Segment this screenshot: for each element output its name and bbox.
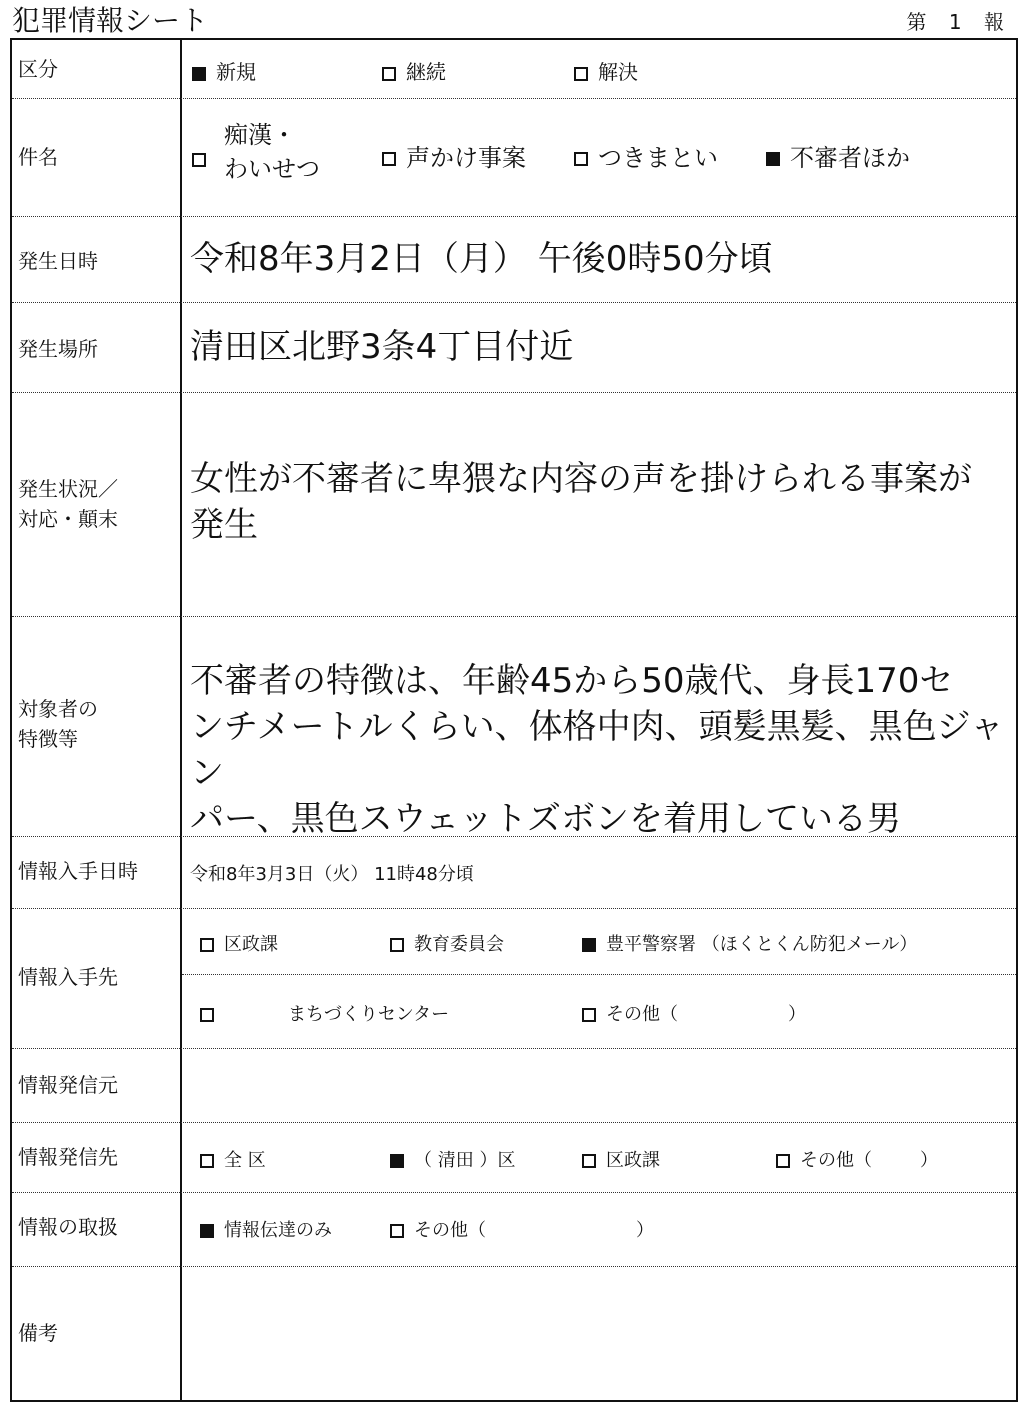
option-handling-other[interactable]: その他（ ）: [390, 1216, 654, 1242]
row-datetime: [12, 216, 1016, 303]
row-remarks: [12, 1266, 1016, 1400]
report-number: 第 1 報: [906, 10, 1012, 34]
option-all-wards[interactable]: 全 区: [200, 1146, 266, 1172]
handling-label: 情報の取扱: [18, 1215, 118, 1239]
unchecked-box-icon: [382, 67, 396, 81]
datetime-value: 令和8年3月2日（月） 午後0時50分頃: [190, 239, 773, 279]
crime-info-table: [10, 38, 1018, 1402]
unchecked-box-icon: [574, 67, 588, 81]
option-kiyota-ward[interactable]: （ 清田 ）区: [390, 1146, 515, 1172]
unchecked-box-icon: [200, 938, 214, 952]
molestation-text: 痴漢・ わいせつ: [224, 121, 320, 183]
row-destination: [12, 1122, 1016, 1193]
checked-box-icon: [390, 1154, 404, 1168]
category-label: 区分: [18, 57, 58, 81]
checked-box-icon: [192, 67, 206, 81]
row-handling: [12, 1192, 1016, 1267]
option-dest-other[interactable]: その他（ ）: [776, 1146, 938, 1172]
row-sender: [12, 1048, 1016, 1123]
option-continue[interactable]: 継続: [382, 56, 446, 85]
unchecked-box-icon: [192, 153, 206, 167]
option-stalking[interactable]: つきまとい: [574, 138, 718, 173]
destination-label: 情報発信先: [18, 1145, 118, 1169]
option-education-board[interactable]: 教育委員会: [390, 930, 504, 956]
subject-label: 件名: [18, 145, 58, 169]
situation-label: 発生状況／ 対応・顛末: [18, 477, 118, 531]
unchecked-box-icon: [582, 1154, 596, 1168]
option-molestation[interactable]: [192, 146, 216, 170]
checked-box-icon: [582, 938, 596, 952]
received-at-label: 情報入手日時: [18, 859, 138, 883]
row-target: [12, 616, 1016, 837]
row-category: [12, 40, 1016, 99]
row-situation: [12, 392, 1016, 617]
unchecked-box-icon: [390, 938, 404, 952]
unchecked-box-icon: [582, 1008, 596, 1022]
row-source: [12, 908, 1016, 1049]
option-ward-admin[interactable]: 区政課: [200, 930, 278, 956]
option-dest-ward-admin[interactable]: 区政課: [582, 1146, 660, 1172]
checked-box-icon: [200, 1224, 214, 1238]
option-new[interactable]: 新規: [192, 56, 256, 85]
source-divider: [182, 974, 1016, 975]
sheet-title: 犯罪情報シート: [12, 4, 209, 37]
source-label: 情報入手先: [18, 965, 118, 989]
place-label: 発生場所: [18, 337, 98, 361]
unchecked-box-icon: [390, 1224, 404, 1238]
option-resolved[interactable]: 解決: [574, 56, 638, 85]
unchecked-box-icon: [776, 1154, 790, 1168]
unchecked-box-icon: [200, 1154, 214, 1168]
situation-value: 女性が不審者に卑猥な内容の声を掛けられる事案が 発生: [190, 459, 972, 545]
option-info-only[interactable]: 情報伝達のみ: [200, 1216, 332, 1242]
target-value: 不審者の特徴は、年齢45から50歳代、身長170セ ンチメートルくらい、体格中肉、頭髪黒髪、黒色ジャン パー、黒色スウェットズボンを着用している男: [190, 661, 1004, 839]
checked-box-icon: [766, 152, 780, 166]
place-value: 清田区北野3条4丁目付近: [190, 327, 574, 367]
unchecked-box-icon: [574, 152, 588, 166]
row-received-at: [12, 836, 1016, 909]
row-subject: [12, 98, 1016, 217]
option-police-station[interactable]: 豊平警察署 （ほくとくん防犯メール）: [582, 930, 917, 956]
sender-label: 情報発信元: [18, 1073, 118, 1097]
unchecked-box-icon: [382, 152, 396, 166]
target-label: 対象者の 特徴等: [18, 697, 98, 751]
unchecked-box-icon: [200, 1008, 214, 1022]
option-voice-calling[interactable]: 声かけ事案: [382, 138, 526, 173]
row-place: [12, 302, 1016, 393]
option-community-center[interactable]: まちづくりセンター: [200, 1000, 449, 1026]
option-source-other[interactable]: その他（ ）: [582, 1000, 806, 1026]
option-suspicious-person[interactable]: 不審者ほか: [766, 138, 910, 173]
datetime-label: 発生日時: [18, 249, 98, 273]
remarks-label: 備考: [18, 1321, 58, 1345]
received-at-value: 令和8年3月3日（火） 11時48分頃: [190, 864, 474, 885]
